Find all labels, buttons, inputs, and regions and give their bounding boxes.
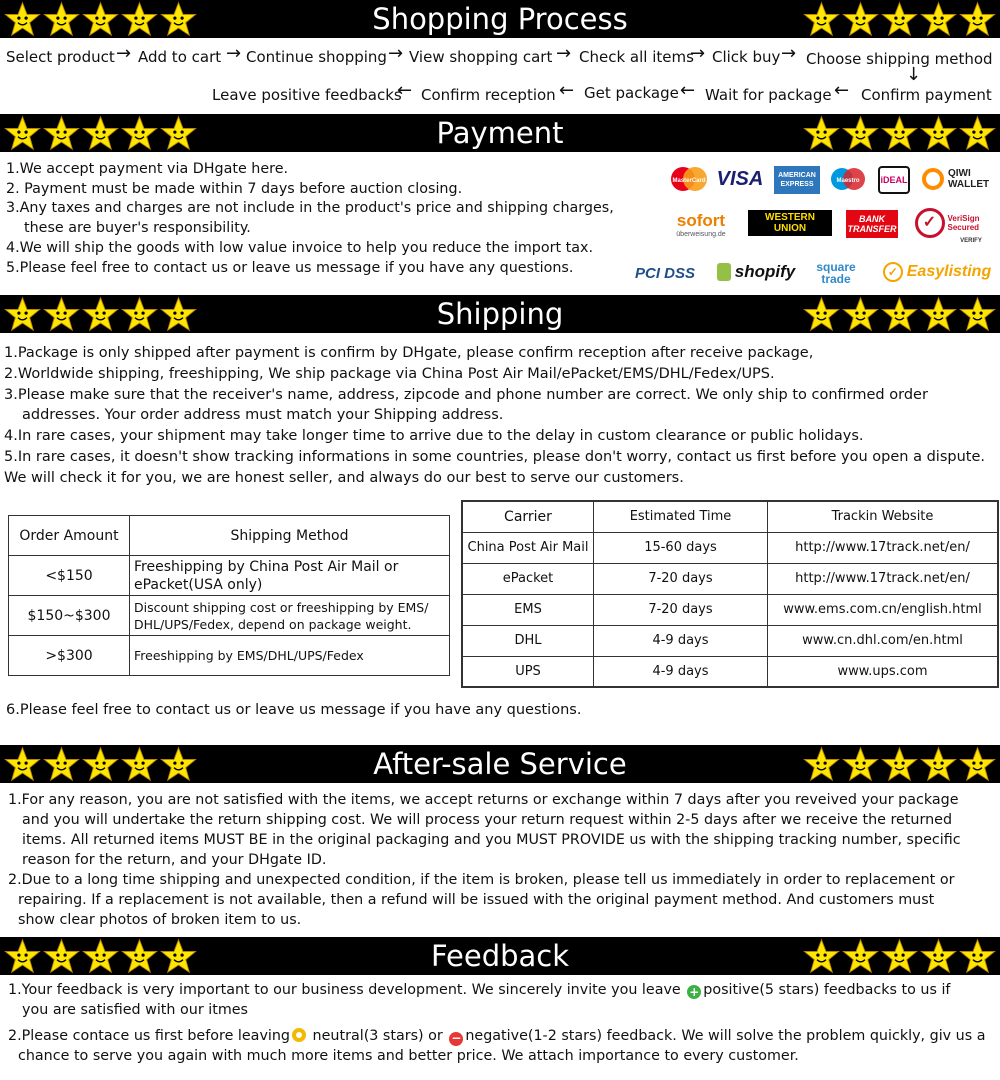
cell-line: DHL/UPS/Fedex, depend on package weight. (134, 616, 412, 632)
table-cell: China Post Air Mail (462, 532, 594, 563)
text-line: repairing. If a replacement is not available, then a refund will be issued with the original payment method. And customers must (18, 892, 935, 908)
table-cell: UPS (462, 656, 594, 687)
table-header-row (9, 516, 450, 556)
table-cell: http://www.17track.net/en/ (768, 563, 999, 594)
table-cell: 15-60 days (594, 532, 768, 563)
section-header-payment (0, 114, 1000, 152)
logo-text: VeriSign Secured (947, 214, 980, 232)
stars-right (803, 115, 998, 151)
smiling-star-icon (881, 938, 918, 974)
step: Click buy (712, 48, 781, 66)
smiling-star-icon (842, 296, 879, 332)
neutral-circle-icon (292, 1028, 306, 1042)
table-header: Order Amount (9, 516, 130, 556)
table-row (462, 625, 998, 656)
table-header: Trackin Website (768, 501, 999, 532)
smiling-star-icon (803, 1, 840, 37)
smiling-star-icon (803, 938, 840, 974)
text-line (8, 1026, 986, 1046)
step: Continue shopping (246, 48, 387, 66)
table-cell: $150~$300 (9, 596, 130, 636)
table-row (9, 596, 450, 636)
table-header-row (462, 501, 998, 532)
table-cell: http://www.17track.net/en/ (768, 532, 999, 563)
text-line: reason for the return, and your DHgate ID. (22, 852, 327, 868)
shipping-text (4, 343, 985, 489)
text-line: 3.Please make sure that the receiver's name, address, zipcode and phone number are correct. We only ship to confirmed order (4, 386, 928, 403)
ideal-logo: iDEAL (878, 166, 910, 194)
minus-circle-icon: − (451, 1031, 462, 1045)
table-cell: >$300 (9, 636, 130, 676)
smiling-star-icon (959, 296, 996, 332)
step: Check all items (579, 48, 694, 66)
section-title: Shipping (436, 297, 564, 331)
table-header: Shipping Method (130, 516, 450, 556)
smiling-star-icon (803, 115, 840, 151)
payment-text (6, 160, 614, 278)
smiling-star-icon (842, 746, 879, 782)
text-line: and you will undertake the return shipping cost. We will process your return request within 2-5 days after we receive the returned (22, 812, 953, 828)
maestro-logo (830, 166, 866, 192)
step: Confirm reception (421, 86, 556, 104)
smiling-star-icon (881, 115, 918, 151)
verisign-logo (910, 206, 992, 246)
step: Add to cart (138, 48, 222, 66)
step: Get package (584, 84, 679, 102)
table-cell: EMS (462, 594, 594, 625)
arrow-right-icon: → (116, 43, 132, 64)
table-cell: Freeshipping by EMS/DHL/UPS/Fedex (130, 636, 450, 676)
table-row (462, 594, 998, 625)
table-cell: DHL (462, 625, 594, 656)
step: Wait for package (705, 86, 832, 104)
smiling-star-icon (920, 296, 957, 332)
text-line: addresses. Your order address must match your Shipping address. (22, 407, 504, 424)
logo-text: Maestro (836, 178, 860, 184)
checkmark-icon: ✓ (915, 208, 945, 238)
stars-right (803, 938, 998, 974)
smiling-star-icon (959, 1, 996, 37)
stars-right (803, 1, 998, 37)
table-cell: 4-9 days (594, 656, 768, 687)
maestro-icon (830, 166, 866, 192)
text-segment: negative(1-2 stars) feedback. We will solve the problem quickly, giv us a (465, 1028, 986, 1044)
table-cell: www.ups.com (768, 656, 999, 687)
text-line: 1.Package is only shipped after payment is confirm by DHgate, please confirm reception after receive package, (4, 345, 814, 361)
stars-right (803, 746, 998, 782)
shopify-logo (714, 258, 798, 286)
text-line: 2.Due to a long time shipping and unexpected condition, if the item is broken, please tell us immediately in order to replacement or (8, 872, 955, 888)
logo-text: Easylisting (906, 263, 992, 280)
table-cell (130, 556, 450, 596)
section-title: Feedback (430, 939, 570, 973)
smiling-star-icon (842, 938, 879, 974)
smiling-star-icon (959, 746, 996, 782)
arrow-down-icon: ↓ (906, 64, 922, 85)
text-line: items. All returned items MUST BE in the original packaging and you MUST PROVIDE us with the shipping tracking number, specific (22, 832, 961, 848)
order-amount-table (8, 515, 450, 676)
text-line: 2. Payment must be made within 7 days before auction closing. (6, 180, 463, 197)
table-row (462, 563, 998, 594)
table-row (462, 532, 998, 563)
cell-line: Freeshipping by China Post Air Mail or (134, 558, 399, 575)
smiling-star-icon (881, 1, 918, 37)
text-segment: positive(5 stars) feedbacks to us if (703, 982, 951, 998)
text-line: 1.We accept payment via DHgate here. (6, 161, 289, 177)
smiling-star-icon (842, 115, 879, 151)
section-header-shipping (0, 295, 1000, 333)
plus-circle-icon: + (689, 985, 700, 999)
mastercard-logo (670, 166, 708, 192)
text-line: chance to serve you again with much more items and better price. We attach importance to every customer. (18, 1048, 799, 1064)
table-cell: 4-9 days (594, 625, 768, 656)
smiling-star-icon (803, 296, 840, 332)
arrow-left-icon: ← (559, 80, 575, 101)
arrow-right-icon: → (781, 43, 797, 64)
feedback-text (8, 980, 986, 1066)
logo-subtext: VERIFY (960, 238, 982, 244)
arrow-right-icon: → (556, 43, 572, 64)
table-cell: ePacket (462, 563, 594, 594)
table-cell: <$150 (9, 556, 130, 596)
text-line: 5.In rare cases, it doesn't show tracking informations in some countries, please don't worry, contact us first before you open a dispute. (4, 448, 985, 465)
section-header-process (0, 0, 1000, 38)
cell-line: ePacket(USA only) (134, 576, 263, 593)
smiling-star-icon (920, 1, 957, 37)
table-row (9, 636, 450, 676)
logo-subtext: überweisung.de (676, 230, 726, 238)
logo-text: shopify (734, 262, 796, 281)
carrier-table (461, 500, 999, 688)
logo-text: QIWI WALLET (948, 168, 990, 190)
qiwi-logo (922, 164, 1000, 194)
visa-logo: VISA (716, 167, 764, 190)
smiling-star-icon (920, 938, 957, 974)
sofort-logo (664, 208, 738, 240)
section-header-aftersale (0, 745, 1000, 783)
text-line: 3.Any taxes and charges are not include in the product's price and shipping charges, (6, 200, 614, 217)
table-cell (130, 596, 450, 636)
arrow-right-icon: → (690, 43, 706, 64)
step: View shopping cart (409, 48, 553, 66)
step: Confirm payment (861, 86, 992, 104)
smiling-star-icon (920, 115, 957, 151)
smiling-star-icon (881, 296, 918, 332)
text-segment: 2.Please contace us first before leaving (8, 1028, 291, 1044)
table-header: Carrier (462, 501, 594, 532)
shipping-footer: 6.Please feel free to contact us or leave us message if you have any questions. (6, 702, 582, 718)
mastercard-icon (670, 166, 708, 192)
shopify-bag-icon (717, 263, 731, 281)
arrow-left-icon: ← (834, 80, 850, 101)
table-cell: 7-20 days (594, 594, 768, 625)
qiwi-icon (922, 168, 944, 190)
table-row (9, 556, 450, 596)
arrow-left-icon: ← (680, 80, 696, 101)
logo-text: MasterCard (672, 178, 706, 184)
squaretrade-logo: square trade (816, 260, 856, 286)
text-line: 1.For any reason, you are not satisfied with the items, we accept returns or exchange within 7 days after you reveived your package (8, 792, 959, 808)
text-line: We will check it for you, we are honest seller, and always do our best to serve our customers. (4, 469, 684, 486)
text-line: 5.Please feel free to contact us or leave us message if you have any questions. (6, 259, 574, 276)
section-title: After-sale Service (373, 747, 627, 781)
text-line: 4.In rare cases, your shipment may take longer time to arrive due to the delay in custom clearance or public holidays. (4, 428, 864, 445)
section-title: Shopping Process (372, 2, 628, 36)
bank-transfer-logo: BANK TRANSFER (846, 210, 898, 238)
table-cell: www.ems.com.cn/english.html (768, 594, 999, 625)
section-title: Payment (436, 116, 564, 150)
pci-dss-logo: PCI DSS (634, 264, 695, 282)
step: Choose shipping method (806, 50, 993, 68)
smiling-star-icon (842, 1, 879, 37)
step: Leave positive feedbacks (212, 86, 402, 104)
check-icon: ✓ (883, 262, 903, 282)
text-segment: neutral(3 stars) or (308, 1028, 448, 1044)
smiling-star-icon (959, 938, 996, 974)
stars-right (803, 296, 998, 332)
text-segment: 1.Your feedback is very important to our business development. We sincerely invite you leave (8, 982, 686, 998)
payment-logos (620, 158, 1000, 293)
table-cell: 7-20 days (594, 563, 768, 594)
table-header: Estimated Time (594, 501, 768, 532)
western-union-logo: WESTERN UNION (748, 210, 832, 236)
table-cell: www.cn.dhl.com/en.html (768, 625, 999, 656)
text-line (8, 980, 986, 1000)
smiling-star-icon (803, 746, 840, 782)
text-line: 2.Worldwide shipping, freeshipping, We ship package via China Post Air Mail/ePacket/EMS/DHL/Fedex/UPS. (4, 365, 775, 382)
text-line: show clear photos of broken item to us. (18, 912, 302, 928)
logo-text: sofort (676, 210, 726, 230)
amex-logo: AMERICAN EXPRESS (774, 166, 820, 194)
arrow-right-icon: → (388, 43, 404, 64)
aftersale-text (8, 790, 961, 930)
smiling-star-icon (920, 746, 957, 782)
easylisting-logo (874, 258, 1000, 286)
table-row (462, 656, 998, 687)
text-line: 4.We will ship the goods with low value invoice to help you reduce the import tax. (6, 239, 594, 256)
step: Select product (6, 48, 115, 66)
smiling-star-icon (881, 746, 918, 782)
smiling-star-icon (959, 115, 996, 151)
arrow-right-icon: → (226, 43, 242, 64)
text-line: you are satisfied with our itmes (22, 1002, 248, 1018)
arrow-left-icon: ← (397, 80, 413, 101)
text-line: these are buyer's responsibility. (24, 220, 251, 237)
cell-line: Discount shipping cost or freeshipping by EMS/ (134, 599, 429, 615)
section-header-feedback (0, 937, 1000, 975)
